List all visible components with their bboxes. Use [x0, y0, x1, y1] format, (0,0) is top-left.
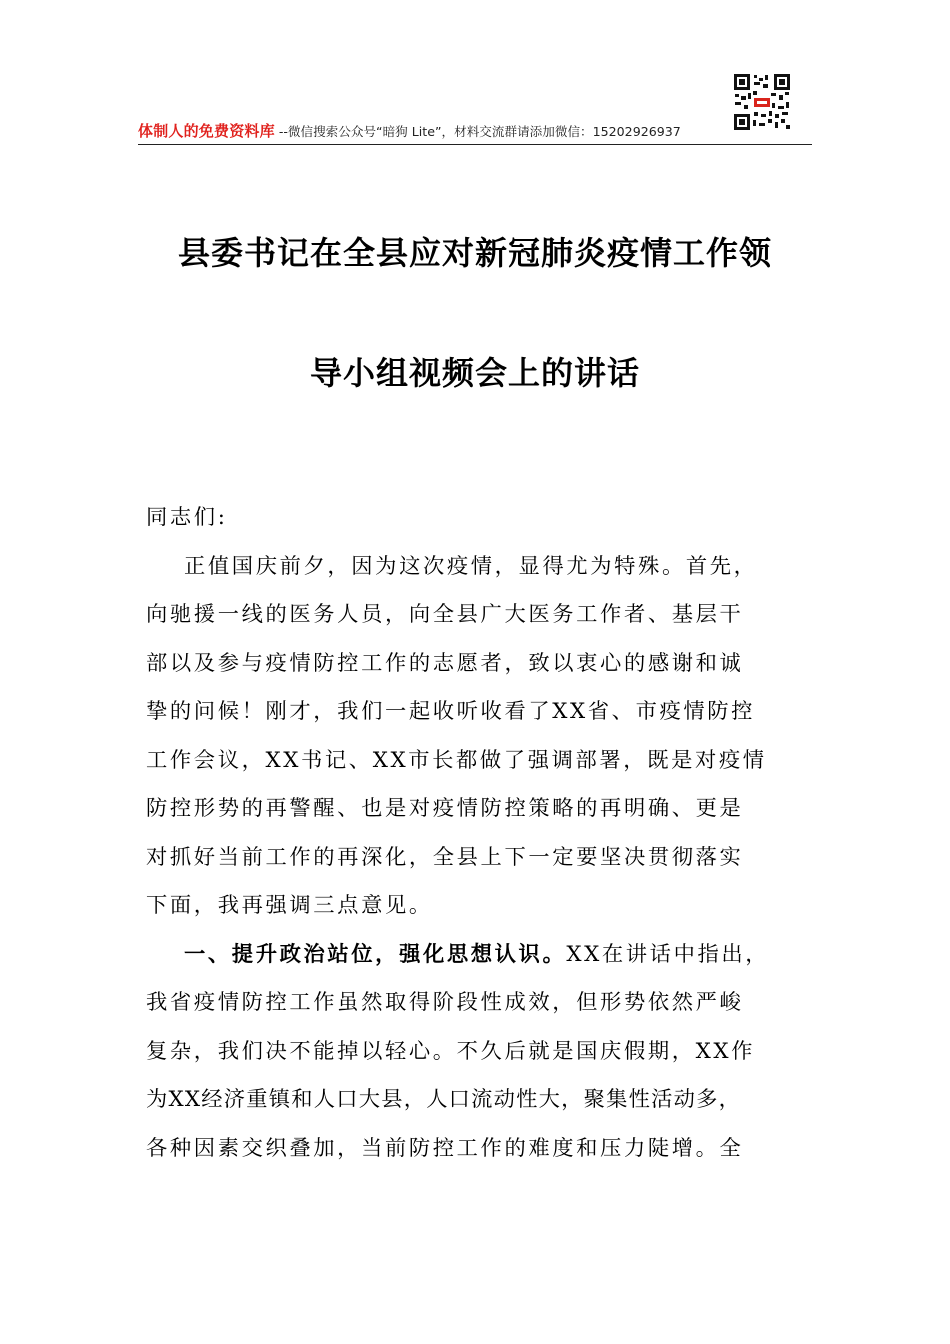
header-banner [138, 122, 812, 142]
section-1-first-line [146, 931, 810, 980]
header-subtitle: --微信搜索公众号“暗狗 Lite”，材料交流群请添加微信：15202926937 [274, 124, 681, 139]
page-header [138, 0, 812, 148]
brand-label: 体制人的免费资料库 [138, 122, 275, 140]
header-divider [138, 144, 812, 145]
document-title-line-1: 县委书记在全县应对新冠肺炎疫情工作领 [177, 234, 772, 272]
salutation: 同志们: [146, 505, 228, 530]
paragraph-line: 各种因素交织叠加，当前防控工作的难度和压力陡增。全 [146, 1135, 744, 1161]
paragraph-line: 复杂，我们决不能掉以轻心。不久后就是国庆假期，XX作 [146, 1038, 756, 1064]
paragraph-line: 正值国庆前夕，因为这次疫情，显得尤为特殊。首先， [184, 553, 758, 579]
document-title-line-2: 导小组视频会上的讲话 [309, 354, 640, 392]
paragraph-line: 为XX经济重镇和人口大县，人口流动性大，聚集性活动多， [146, 1087, 742, 1112]
paragraph-line: 部以及参与疫情防控工作的志愿者，致以衷心的感谢和诚 [146, 650, 744, 676]
section-heading: 一、提升政治站位，强化思想认识。 [184, 941, 567, 967]
paragraph-line: 防控形势的再警醒、也是对疫情防控策略的再明确、更是 [146, 796, 744, 821]
document-body [146, 494, 810, 1173]
paragraph-line: 向驰援一线的医务人员，向全县广大医务工作者、基层干 [146, 602, 744, 627]
paragraph-line: 挚的问候！刚才，我们一起收听收看了XX省、市疫情防控 [146, 699, 756, 724]
paragraph-line: 对抓好当前工作的再深化，全县上下一定要坚决贯彻落实 [146, 844, 744, 870]
paragraph-line: 我省疫情防控工作虽然取得阶段性成效，但形势依然严峻 [146, 990, 744, 1015]
paragraph-line: 工作会议，XX书记、XX市长都做了强调部署，既是对疫情 [146, 747, 767, 773]
section-heading-continuation: XX在讲话中指出， [566, 941, 770, 967]
paragraph-line: 下面，我再强调三点意见。 [146, 893, 433, 918]
